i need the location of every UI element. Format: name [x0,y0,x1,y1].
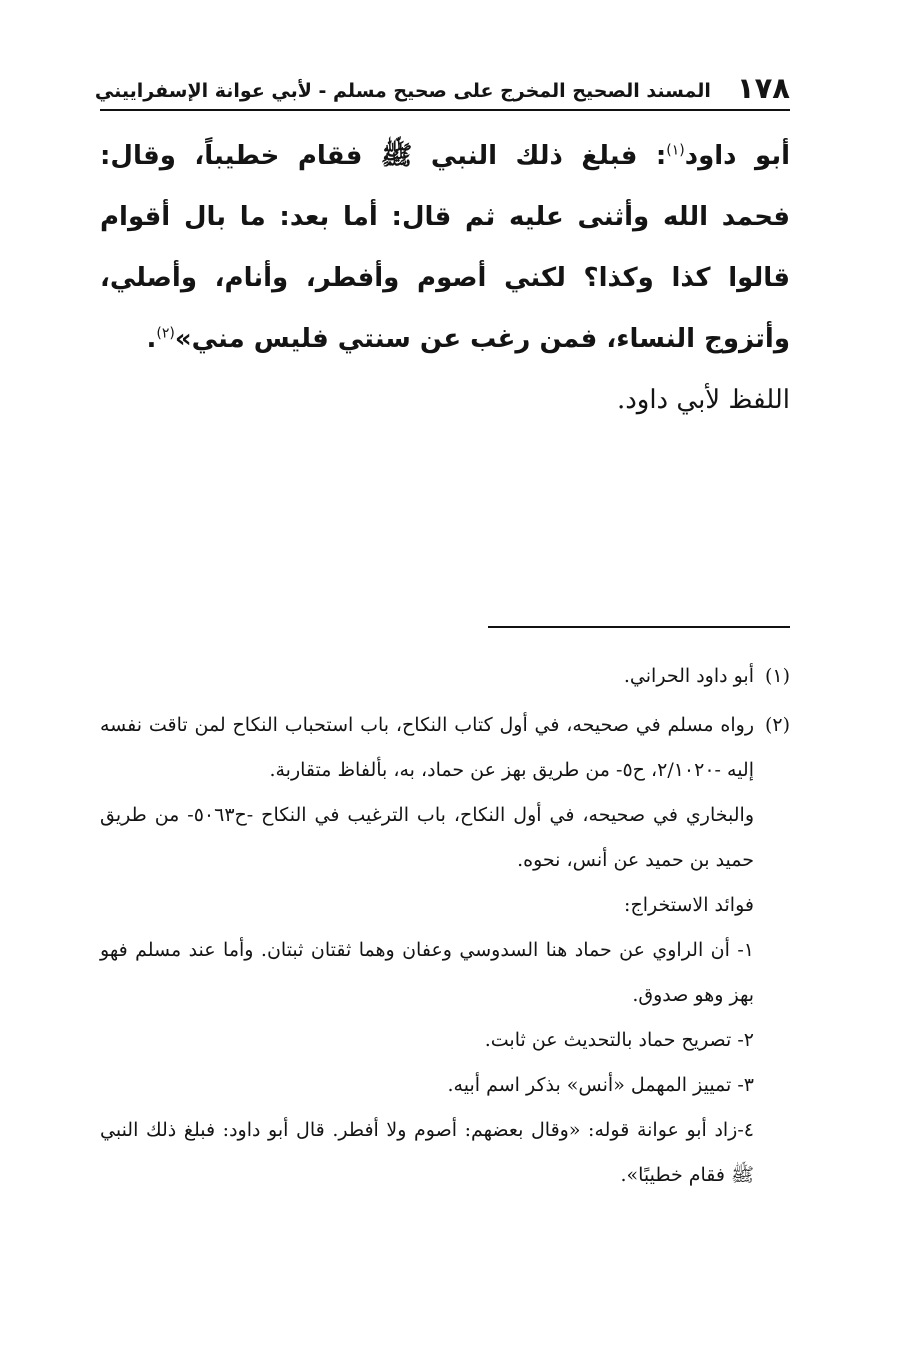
footnote-ref-2: (٢) [156,325,175,342]
page-number: ١٧٨ [736,71,790,105]
footnote-body [100,654,754,699]
footnote-ref-1: (١) [666,142,685,159]
footnote-number: (٢) [764,714,790,736]
footnote-text: ٢- تصريح حماد بالتحديث عن ثابت. [484,1029,754,1051]
footnote-1 [100,654,790,699]
footnote-separator [488,626,790,628]
main-text-segment: : فبلغ ذلك النبي ﷺ فقام خطيباً، وقال: فحمد الله وأثنى عليه ثم قال: أما بعد: ما بال أقوام قالوا كذا وكذا؟ لكني أصوم وأفطر، وأنام، وأصلي، وأتزوج النساء، فمن رغب عن سنتي فليس مني» [100,141,790,354]
running-title: المسند الصحيح المخرج على صحيح مسلم - لأبي عوانة الإسفراييني [94,80,711,103]
main-text-segment: . [146,324,157,354]
footnote-number: (١) [764,665,790,687]
main-paragraph [100,126,790,370]
main-text [100,126,790,431]
footnote-text: ٤-زاد أبو عوانة قوله: «وقال بعضهم: أصوم ولا أفطر. قال أبو داود: فبلغ ذلك النبي ﷺ فقام خطيبًا». [100,1119,754,1186]
footnote-body [100,703,754,1198]
page-header [94,71,790,111]
footnote-text: رواه مسلم في صحيحه، في أول كتاب النكاح، باب استحباب النكاح لمن تاقت نفسه إليه -٢/١٠٢٠، ح٥- من طريق بهز عن حماد، به، بألفاظ متقاربة. [100,714,754,781]
footnote-2 [100,703,790,1198]
attribution-line: اللفظ لأبي داود. [616,385,790,415]
footnote-text: والبخاري في صحيحه، في أول النكاح، باب الترغيب في النكاح -ح٥٠٦٣- من طريق حميد بن حميد عن أنس، نحوه. [100,804,754,871]
main-text-segment: أبو داود [684,141,790,171]
footnote-heading: فوائد الاستخراج: [624,894,754,916]
footnotes [100,654,790,1202]
footnote-text: أبو داود الحراني. [623,665,754,687]
footnote-text: ١- أن الراوي عن حماد هنا السدوسي وعفان وهما ثقتان ثبتان. وأما عند مسلم فهو بهز وهو صدوق. [100,939,754,1006]
footnote-text: ٣- تمييز المهمل «أنس» بذكر اسم أبيه. [447,1074,754,1096]
